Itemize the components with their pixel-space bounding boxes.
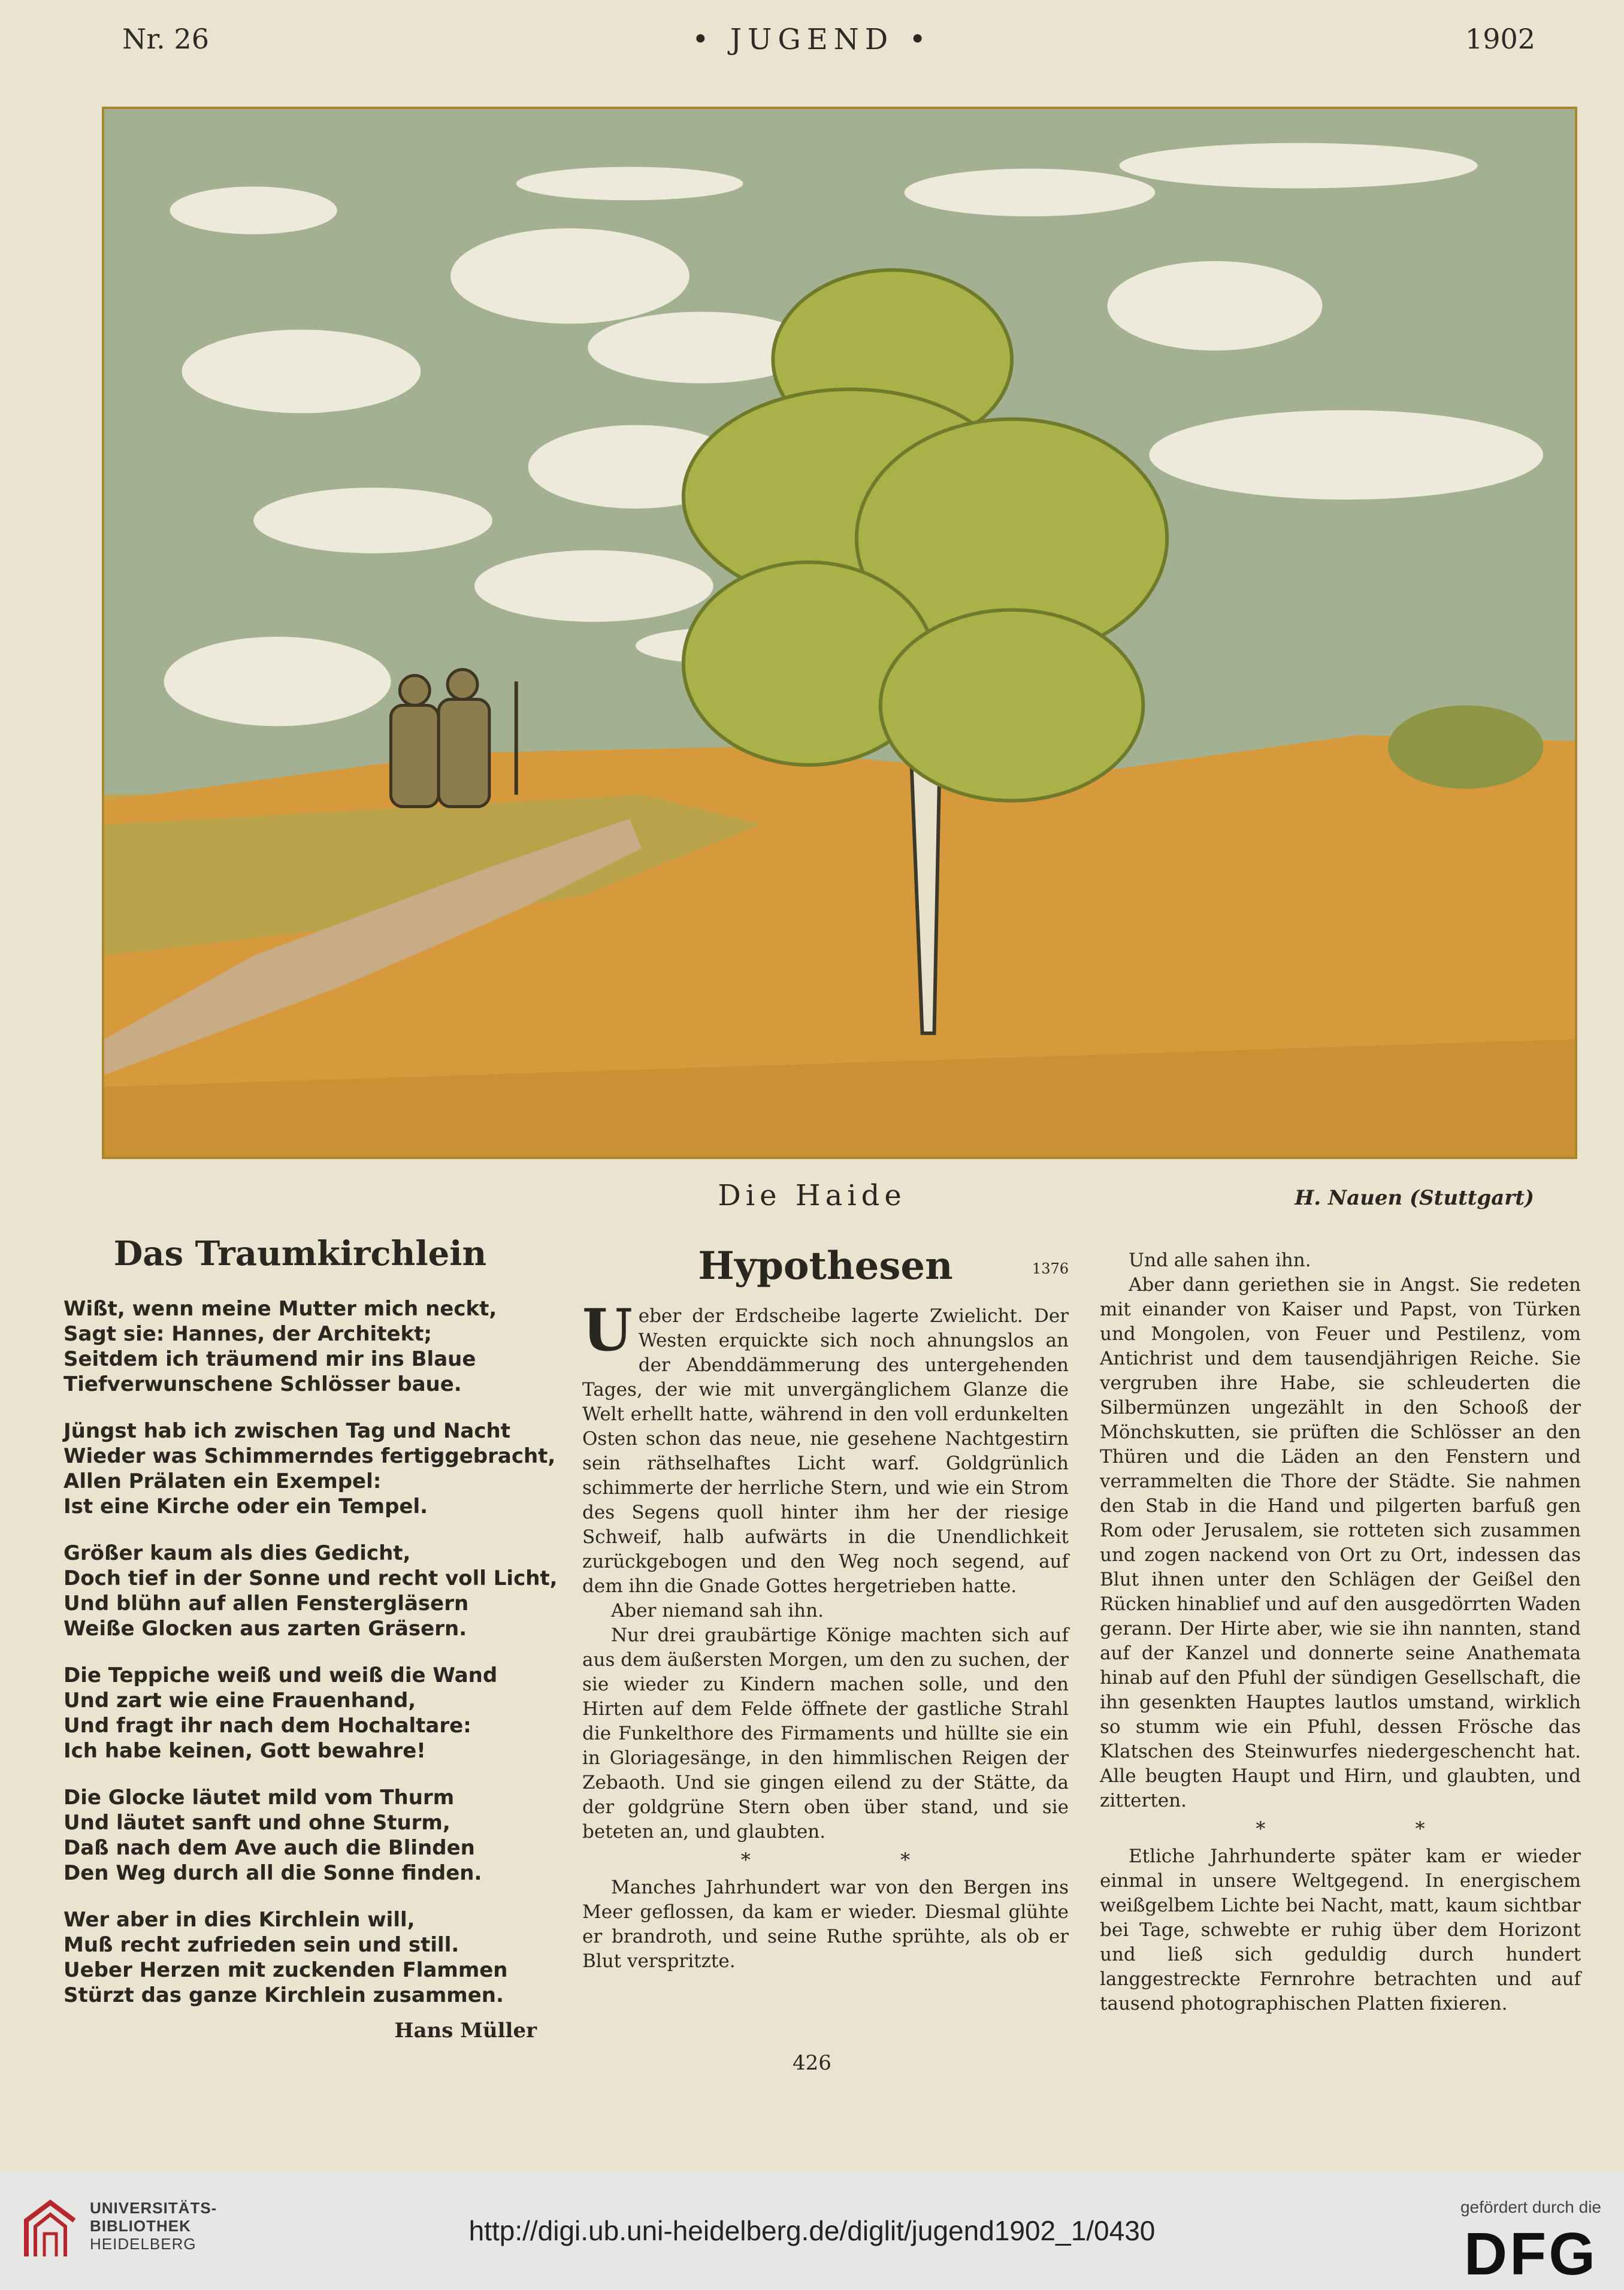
issue-number: Nr. 26 (122, 23, 209, 55)
library-name: UNIVERSITÄTS- BIBLIOTHEK HEIDELBERG (90, 2199, 217, 2253)
stanza (63, 1663, 537, 1763)
verse-line: Den Weg durch all die Sonne finden. (63, 1861, 482, 1885)
paragraph: Und alle sahen ihn. (1129, 1250, 1311, 1271)
stanza (63, 1907, 537, 2008)
article-column-2 (1100, 1248, 1581, 2016)
paragraph: eber der Erdscheibe lagerte Zwielicht. Der Westen erquickte sich noch ahnungslos an der Abenddämmerung des untergehenden Tages, der wie mit unvergänglichem Glanze die Welt erhellt hatte, während in den voll erdunkelten Osten schon das neue, nie gesehene Nachtgestirn sein räthselhaftes Licht warf. Goldgrünlich schimmerte der herrliche Stern, und wie ein Strom des Segens quoll hinter ihm her der riesige Schweif, halb aufwärts in die Unendlichkeit zurückgebogen und den Weg noch segend, auf dem ihn die Gnade Gottes hergetrieben hatte. (582, 1305, 1069, 1597)
verse-line: Sagt sie: Hannes, der Architekt; (63, 1322, 432, 1346)
paragraph: Etliche Jahrhunderte später kam er wieder einmal in unsere Weltgegend. In energischem weißgelbem Lichte bei Nacht, matt, kaum sichtbar bei Tage, schwebte er ruhig über dem Horizont und ließ sich geduldig durch hundert langgestreckte Fernrohre betrachten und auf tausend photographischen Platten fixieren. (1100, 1846, 1581, 2014)
verse-line: Und blühn auf allen Fenstergläsern (63, 1592, 469, 1616)
poem-author: Hans Müller (394, 2019, 537, 2043)
paragraph: Aber dann geriethen sie in Angst. Sie redeten mit einander von Kaiser und Papst, von Türken und Mongolen, von Feuer und Pestilenz, vom Antichrist und dem tausendjährigen Reiche. Sie vergruben ihre Habe, sie schleuderten die Silbermünzen ungezählt in den Schooß der Mönchskutten, sie prüften die Schlösser an den Thüren und die Läden an den Fenstern und verrammelten die Thore der Städte. Sie nahmen den Stab in die Hand und pilgerten barfuß gen Rom oder Jerusalem, sie rotteten sich zusammen und zogen nackend von Ort zu Ort, indessen das Blut ihnen unter den Schlägen der Geißel den Rücken hinablief und auf den ausgedörrten Waden gerann. Der Hirte aber, wie sie ihn nannten, stand auf der Kanzel und donnerte seine Anathemata hinab auf den Pfuhl der sündigen Gesellschaft, die ihn gesenkten Hauptes lautlos umstand, wirklich so stumm wie ein Pfuhl, dessen Frösche das Klatschen des Steinwurfes niedergeschencht hat. Alle beugten Haupt und Hirn, und glaubten, und zitterten. (1100, 1274, 1581, 1811)
paragraph: Nur drei graubärtige Könige machten sich auf aus dem äußersten Morgen, um den zu suchen, der sie wieder zu Kindern machen solle, und den Hirten auf dem Felde öffnete der gastliche Strahl die Funkelthore des Firmaments und hüllte sie ein in Gloriagesänge, in den himmlischen Reigen der Zebaoth. Und sie gingen eilend zu der Stätte, da der goldgrüne Stern oben über stand, und sie beteten an, und glaubten. (582, 1625, 1069, 1843)
illustration-artist: H. Nauen (Stuttgart) (1295, 1186, 1534, 1210)
verse-line: Muß recht zufrieden sein und still. (63, 1933, 459, 1957)
verse-line: Größer kaum als dies Gedicht, (63, 1541, 411, 1565)
verse-line: Doch tief in der Sonne und recht voll Licht, (63, 1566, 558, 1590)
verse-line: Weiße Glocken aus zarten Gräsern. (63, 1617, 467, 1641)
verse-line: Tiefverwunschene Schlösser baue. (63, 1372, 462, 1396)
verse-line: Die Teppiche weiß und weiß die Wand (63, 1663, 498, 1687)
source-url-link[interactable]: http://digi.ub.uni-heidelberg.de/diglit/jugend1902_1/0430 (468, 2215, 1156, 2246)
verse-line: Ueber Herzen mit zuckenden Flammen (63, 1958, 508, 1982)
illustration-title: Die Haide (718, 1179, 906, 1212)
verse-line: Und fragt ihr nach dem Hochaltare: (63, 1714, 471, 1738)
verse-line: Und zart wie eine Frauenhand, (63, 1689, 416, 1713)
verse-line: Wer aber in dies Kirchlein will, (63, 1908, 415, 1932)
drop-cap: U (582, 1296, 633, 1364)
article-column-1 (582, 1244, 1069, 1974)
section-separator: * * (1256, 1817, 1497, 1840)
article-title-text: Hypothesen (698, 1244, 953, 1288)
verse-line: Ich habe keinen, Gott bewahre! (63, 1739, 426, 1763)
verse-line: Die Glocke läutet mild vom Thurm (63, 1786, 455, 1810)
stanza (63, 1541, 558, 1641)
verse-line: Stürzt das ganze Kirchlein zusammen. (63, 1983, 504, 2007)
distant-bush (1388, 705, 1543, 788)
section-separator: * * (740, 1849, 982, 1871)
verse-line: Und läutet sanft und ohne Sturm, (63, 1811, 450, 1835)
verse-line: Wieder was Schimmerndes fertiggebracht, (63, 1444, 556, 1468)
footer-bar (0, 2171, 1624, 2290)
paragraph: Manches Jahrhundert war von den Bergen ins Meer geflossen, da kam er wieder. Diesmal glühte er brandroth, und seine Ruthe sprühte, als ob er Blut verspritzte. (582, 1877, 1069, 1972)
stanza (63, 1296, 537, 1397)
page-number: 426 (793, 2051, 831, 2075)
stanza (63, 1418, 556, 1519)
verse-line: Daß nach dem Ave auch die Blinden (63, 1836, 475, 1860)
dfg-logo: DFG (1463, 2221, 1598, 2288)
verse-line: Seitdem ich träumend mir ins Blaue (63, 1347, 476, 1371)
funding-note: gefördert durch die (1460, 2198, 1601, 2216)
verse-line: Ist eine Kirche oder ein Tempel. (63, 1495, 428, 1518)
verse-line: Jüngst hab ich zwischen Tag und Nacht (63, 1419, 510, 1443)
article-title (582, 1244, 1069, 1288)
paragraph: Aber niemand sah ihn. (611, 1600, 824, 1622)
issue-year: 1902 (1465, 23, 1535, 55)
heath-illustration (102, 107, 1577, 1159)
stanza (63, 1785, 537, 1886)
journal-title: • JUGEND • (692, 23, 932, 56)
verse-line: Allen Prälaten ein Exempel: (63, 1469, 382, 1493)
verse-line: Wißt, wenn meine Mutter mich neckt, (63, 1297, 497, 1321)
poem-title: Das Traumkirchlein (113, 1234, 487, 1273)
article-number: 1376 (1032, 1260, 1069, 1277)
poem-column (63, 1234, 558, 2043)
landscape-drawing (104, 109, 1575, 1157)
